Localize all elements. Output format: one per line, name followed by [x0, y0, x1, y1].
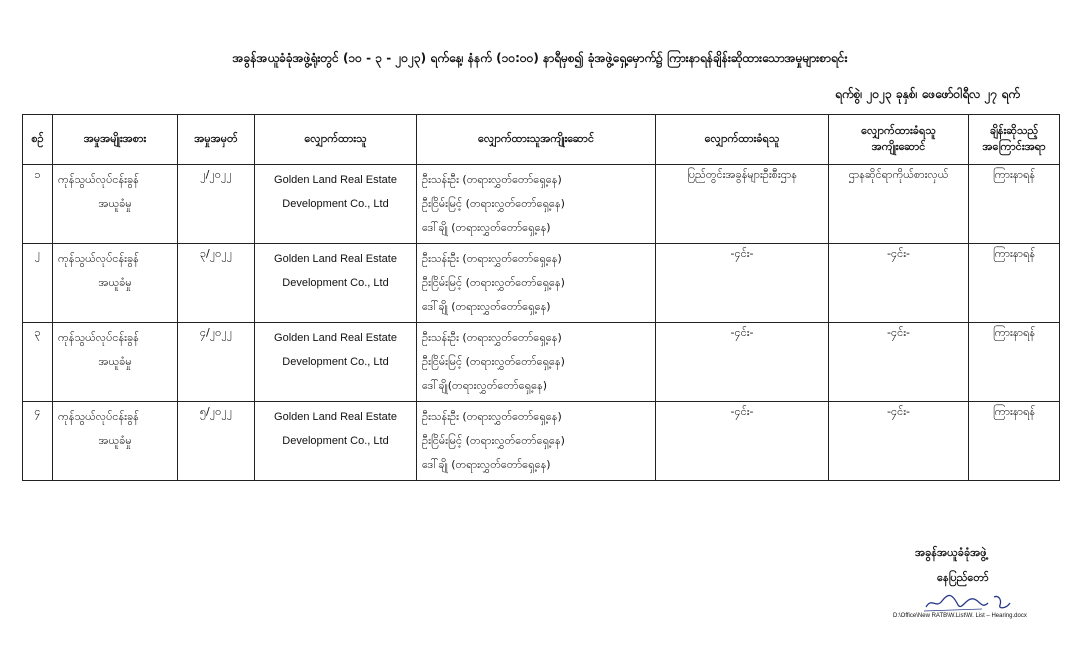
agent-line: ဦးသန်းဦး (တရားလွှတ်တော်ရှေ့နေ)	[422, 252, 562, 265]
document-title: အခွန်အယူခံခုံအဖွဲ့ရုံးတွင် (၁၀ - ၃ - ၂၀၂၃) ရက်နေ့၊ နံနက် (၁၀:၀၀) နာရီမှစ၍ ခုံအဖွဲ့ရှေ့မှောက်၌ ကြားနာရန်ချိန်းဆိုထားသောအမှုများစာရင်း	[232, 51, 848, 65]
applicant-line: Development Co., Ltd	[282, 198, 389, 210]
table-row	[23, 402, 1060, 481]
applicant-line: Golden Land Real Estate	[274, 253, 397, 265]
case-number: ၅/၂၀၂၂	[178, 402, 255, 481]
col-header-case-no: အမှုအမှတ်	[178, 115, 255, 165]
applicant-cell	[255, 244, 417, 323]
case-number: ၄/၂၀၂၂	[178, 323, 255, 402]
case-type-line: အယူခံမှု	[98, 197, 132, 210]
agent-line: ဦးသန်းဦး (တရားလွှတ်တော်ရှေ့နေ)	[422, 173, 562, 186]
case-type-line: အယူခံမှု	[98, 276, 132, 289]
respondent-cell: -၄င်း-	[656, 402, 829, 481]
agent-line: ဦးငြိမ်းမြင့် (တရားလွှတ်တော်ရှေ့နေ)	[422, 276, 565, 289]
file-path: D:\Office\New RATB\W.List\W. List – Hearing.docx	[893, 613, 1027, 619]
agent-line: ဒေါ်ချို (တရားလွှတ်တော်ရှေ့နေ)	[422, 458, 551, 471]
applicant-line: Development Co., Ltd	[282, 435, 389, 447]
table-header-row	[23, 115, 1060, 165]
case-type-line: အယူခံမှု	[98, 434, 132, 447]
case-type-line: ကုန်သွယ်လုပ်ငန်းခွန်	[58, 252, 139, 265]
col-header-respondent: လျှောက်ထားခံရသူ	[656, 115, 829, 165]
purpose-cell: ကြားနာရန်	[969, 244, 1060, 323]
case-type-line: ကုန်သွယ်လုပ်ငန်းခွန်	[58, 410, 139, 423]
applicant-agent-cell	[417, 244, 656, 323]
applicant-line: Development Co., Ltd	[282, 356, 389, 368]
col-header-purpose: ချိန်းဆိုသည့် အကြောင်းအရာ	[969, 115, 1060, 165]
agent-line: ဒေါ်ချို (တရားလွှတ်တော်ရှေ့နေ)	[422, 221, 551, 234]
purpose-cell: ကြားနာရန်	[969, 323, 1060, 402]
col-header-respondent-agent: လျှောက်ထားခံရသူ အကျိုးဆောင်	[829, 115, 969, 165]
case-type-cell	[53, 402, 178, 481]
case-type-line: အယူခံမှု	[98, 355, 132, 368]
purpose-cell: ကြားနာရန်	[969, 165, 1060, 244]
col-header-case-type: အမှုအမျိုးအစား	[53, 115, 178, 165]
agent-line: ဒေါ်ချို(တရားလွှတ်တော်ရှေ့နေ)	[422, 379, 548, 392]
signatory-organization: အခွန်အယူခံခုံအဖွဲ့	[915, 546, 987, 559]
applicant-line: Golden Land Real Estate	[274, 411, 397, 423]
table-row	[23, 323, 1060, 402]
case-type-cell	[53, 244, 178, 323]
respondent-agent-cell: ဌာနဆိုင်ရာကိုယ်စားလှယ်	[829, 165, 969, 244]
col-header-no: စဉ်	[23, 115, 53, 165]
applicant-line: Golden Land Real Estate	[274, 332, 397, 344]
respondent-cell: -၄င်း-	[656, 323, 829, 402]
agent-line: ဦးသန်းဦး (တရားလွှတ်တော်ရှေ့နေ)	[422, 331, 562, 344]
applicant-cell	[255, 323, 417, 402]
applicant-cell	[255, 402, 417, 481]
signatory-city: နေပြည်တော်	[937, 571, 989, 584]
agent-line: ဦးငြိမ်းမြင့် (တရားလွှတ်တော်ရှေ့နေ)	[422, 355, 565, 368]
agent-line: ဦးငြိမ်းမြင့် (တရားလွှတ်တော်ရှေ့နေ)	[422, 434, 565, 447]
applicant-cell	[255, 165, 417, 244]
case-type-line: ကုန်သွယ်လုပ်ငန်းခွန်	[58, 173, 139, 186]
row-number: ၃	[23, 323, 53, 402]
applicant-agent-cell	[417, 323, 656, 402]
applicant-agent-cell	[417, 402, 656, 481]
row-number: ၂	[23, 244, 53, 323]
row-number: ၁	[23, 165, 53, 244]
applicant-agent-cell	[417, 165, 656, 244]
respondent-agent-cell: -၄င်း-	[829, 402, 969, 481]
respondent-cell: -၄င်း-	[656, 244, 829, 323]
agent-line: ဦးငြိမ်းမြင့် (တရားလွှတ်တော်ရှေ့နေ)	[422, 197, 565, 210]
table-row	[23, 165, 1060, 244]
row-number: ၄	[23, 402, 53, 481]
case-number: ၃/၂၀၂၂	[178, 244, 255, 323]
applicant-line: Golden Land Real Estate	[274, 174, 397, 186]
case-type-cell	[53, 165, 178, 244]
hearing-schedule-table	[22, 114, 1060, 481]
respondent-agent-cell: -၄င်း-	[829, 323, 969, 402]
purpose-cell: ကြားနာရန်	[969, 402, 1060, 481]
handwritten-signature	[922, 587, 1017, 615]
respondent-cell: ပြည်တွင်းအခွန်များဦးစီးဌာန	[656, 165, 829, 244]
agent-line: ဦးသန်းဦး (တရားလွှတ်တော်ရှေ့နေ)	[422, 410, 562, 423]
col-header-applicant: လျှောက်ထားသူ	[255, 115, 417, 165]
case-type-line: ကုန်သွယ်လုပ်ငန်းခွန်	[58, 331, 139, 344]
table-row	[23, 244, 1060, 323]
col-header-applicant-agent: လျှောက်ထားသူအကျိုးဆောင်	[417, 115, 656, 165]
case-number: ၂/၂၀၂၂	[178, 165, 255, 244]
case-type-cell	[53, 323, 178, 402]
agent-line: ဒေါ်ချို (တရားလွှတ်တော်ရှေ့နေ)	[422, 300, 551, 313]
document-date: ရက်စွဲ၊ ၂၀၂၃ ခုနှစ်၊ ဖေဖော်ဝါရီလ ၂၇ ရက်	[835, 87, 1020, 101]
respondent-agent-cell: -၄င်း-	[829, 244, 969, 323]
applicant-line: Development Co., Ltd	[282, 277, 389, 289]
